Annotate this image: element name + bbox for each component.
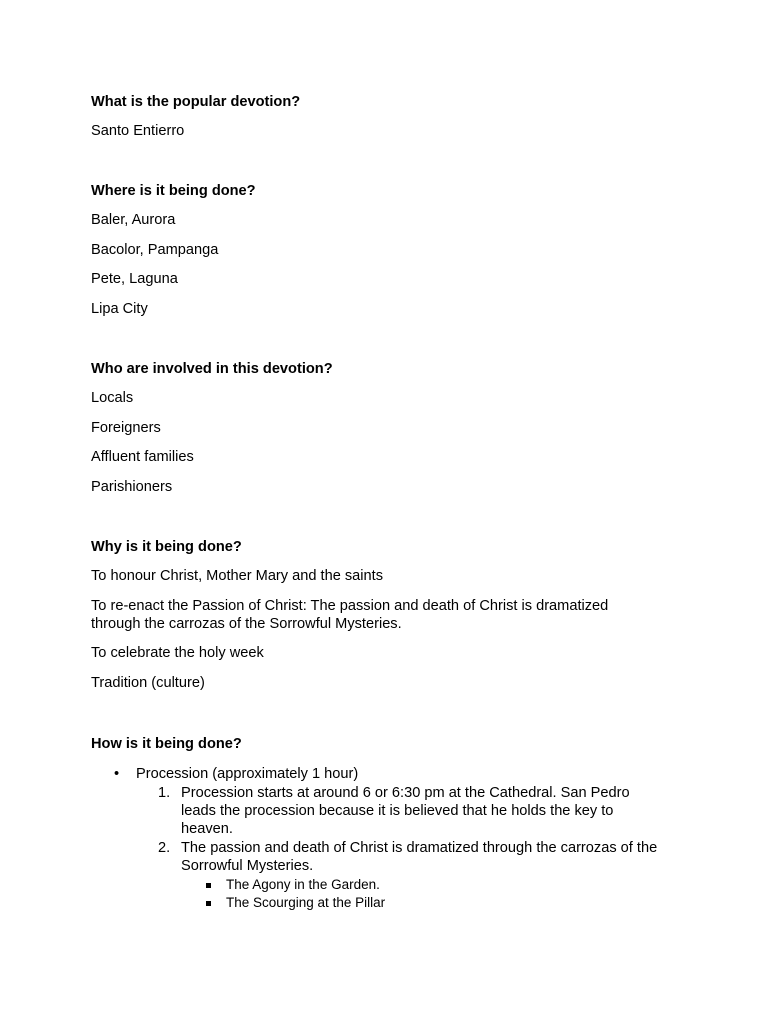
square-bullet-icon <box>206 901 211 906</box>
question-heading: What is the popular devotion? <box>91 94 301 110</box>
sub-item-text: The Agony in the Garden. <box>226 877 380 892</box>
section-how <box>91 735 691 912</box>
answer-text: To celebrate the holy week <box>91 645 264 662</box>
numbered-item <box>91 784 656 838</box>
section-who <box>91 360 691 508</box>
question-heading: Why is it being done? <box>91 539 242 555</box>
answer-text: Locals <box>91 390 134 406</box>
answer-text: Santo Entierro <box>91 123 185 139</box>
answer-text: Tradition (culture) <box>91 675 205 692</box>
question-heading: Who are involved in this devotion? <box>91 361 333 377</box>
answer-text: Baler, Aurora <box>91 212 176 228</box>
question-heading: Where is it being done? <box>91 183 256 199</box>
bullet-text: Procession (approximately 1 hour) <box>136 766 359 782</box>
item-number: 1. <box>158 785 171 801</box>
answer-text: To honour Christ, Mother Mary and the saints <box>91 568 384 584</box>
answer-text: To re-enact the Passion of Christ: The passion and death of Christ is dramatized through the carrozas of the Sorrowful Mysteries. <box>91 597 609 632</box>
section-why <box>91 538 691 704</box>
answer-text: Parishioners <box>91 479 173 496</box>
section-popular-devotion <box>91 93 691 152</box>
section-where <box>91 182 691 330</box>
sub-list-item <box>91 876 691 894</box>
sub-item-text: The Scourging at the Pillar <box>226 895 386 910</box>
item-text: Procession starts at around 6 or 6:30 pm at the Cathedral. San Pedro leads the procession because it is believed that he holds the key to heaven. <box>181 785 630 837</box>
square-bullet-icon <box>206 883 211 888</box>
numbered-item <box>91 839 686 875</box>
answer-text: Foreigners <box>91 419 161 436</box>
answer-text: Lipa City <box>91 301 148 318</box>
item-number: 2. <box>158 840 171 856</box>
answer-text: Pete, Laguna <box>91 271 178 288</box>
bullet-icon: • <box>114 766 120 782</box>
item-text: The passion and death of Christ is dramatized through the carrozas of the Sorrowful Mysteries. <box>181 840 658 874</box>
sub-list-item <box>91 894 691 912</box>
answer-text: Bacolor, Pampanga <box>91 241 219 258</box>
answer-text: Affluent families <box>91 449 194 466</box>
question-heading: How is it being done? <box>91 736 242 752</box>
list-item <box>91 765 691 783</box>
